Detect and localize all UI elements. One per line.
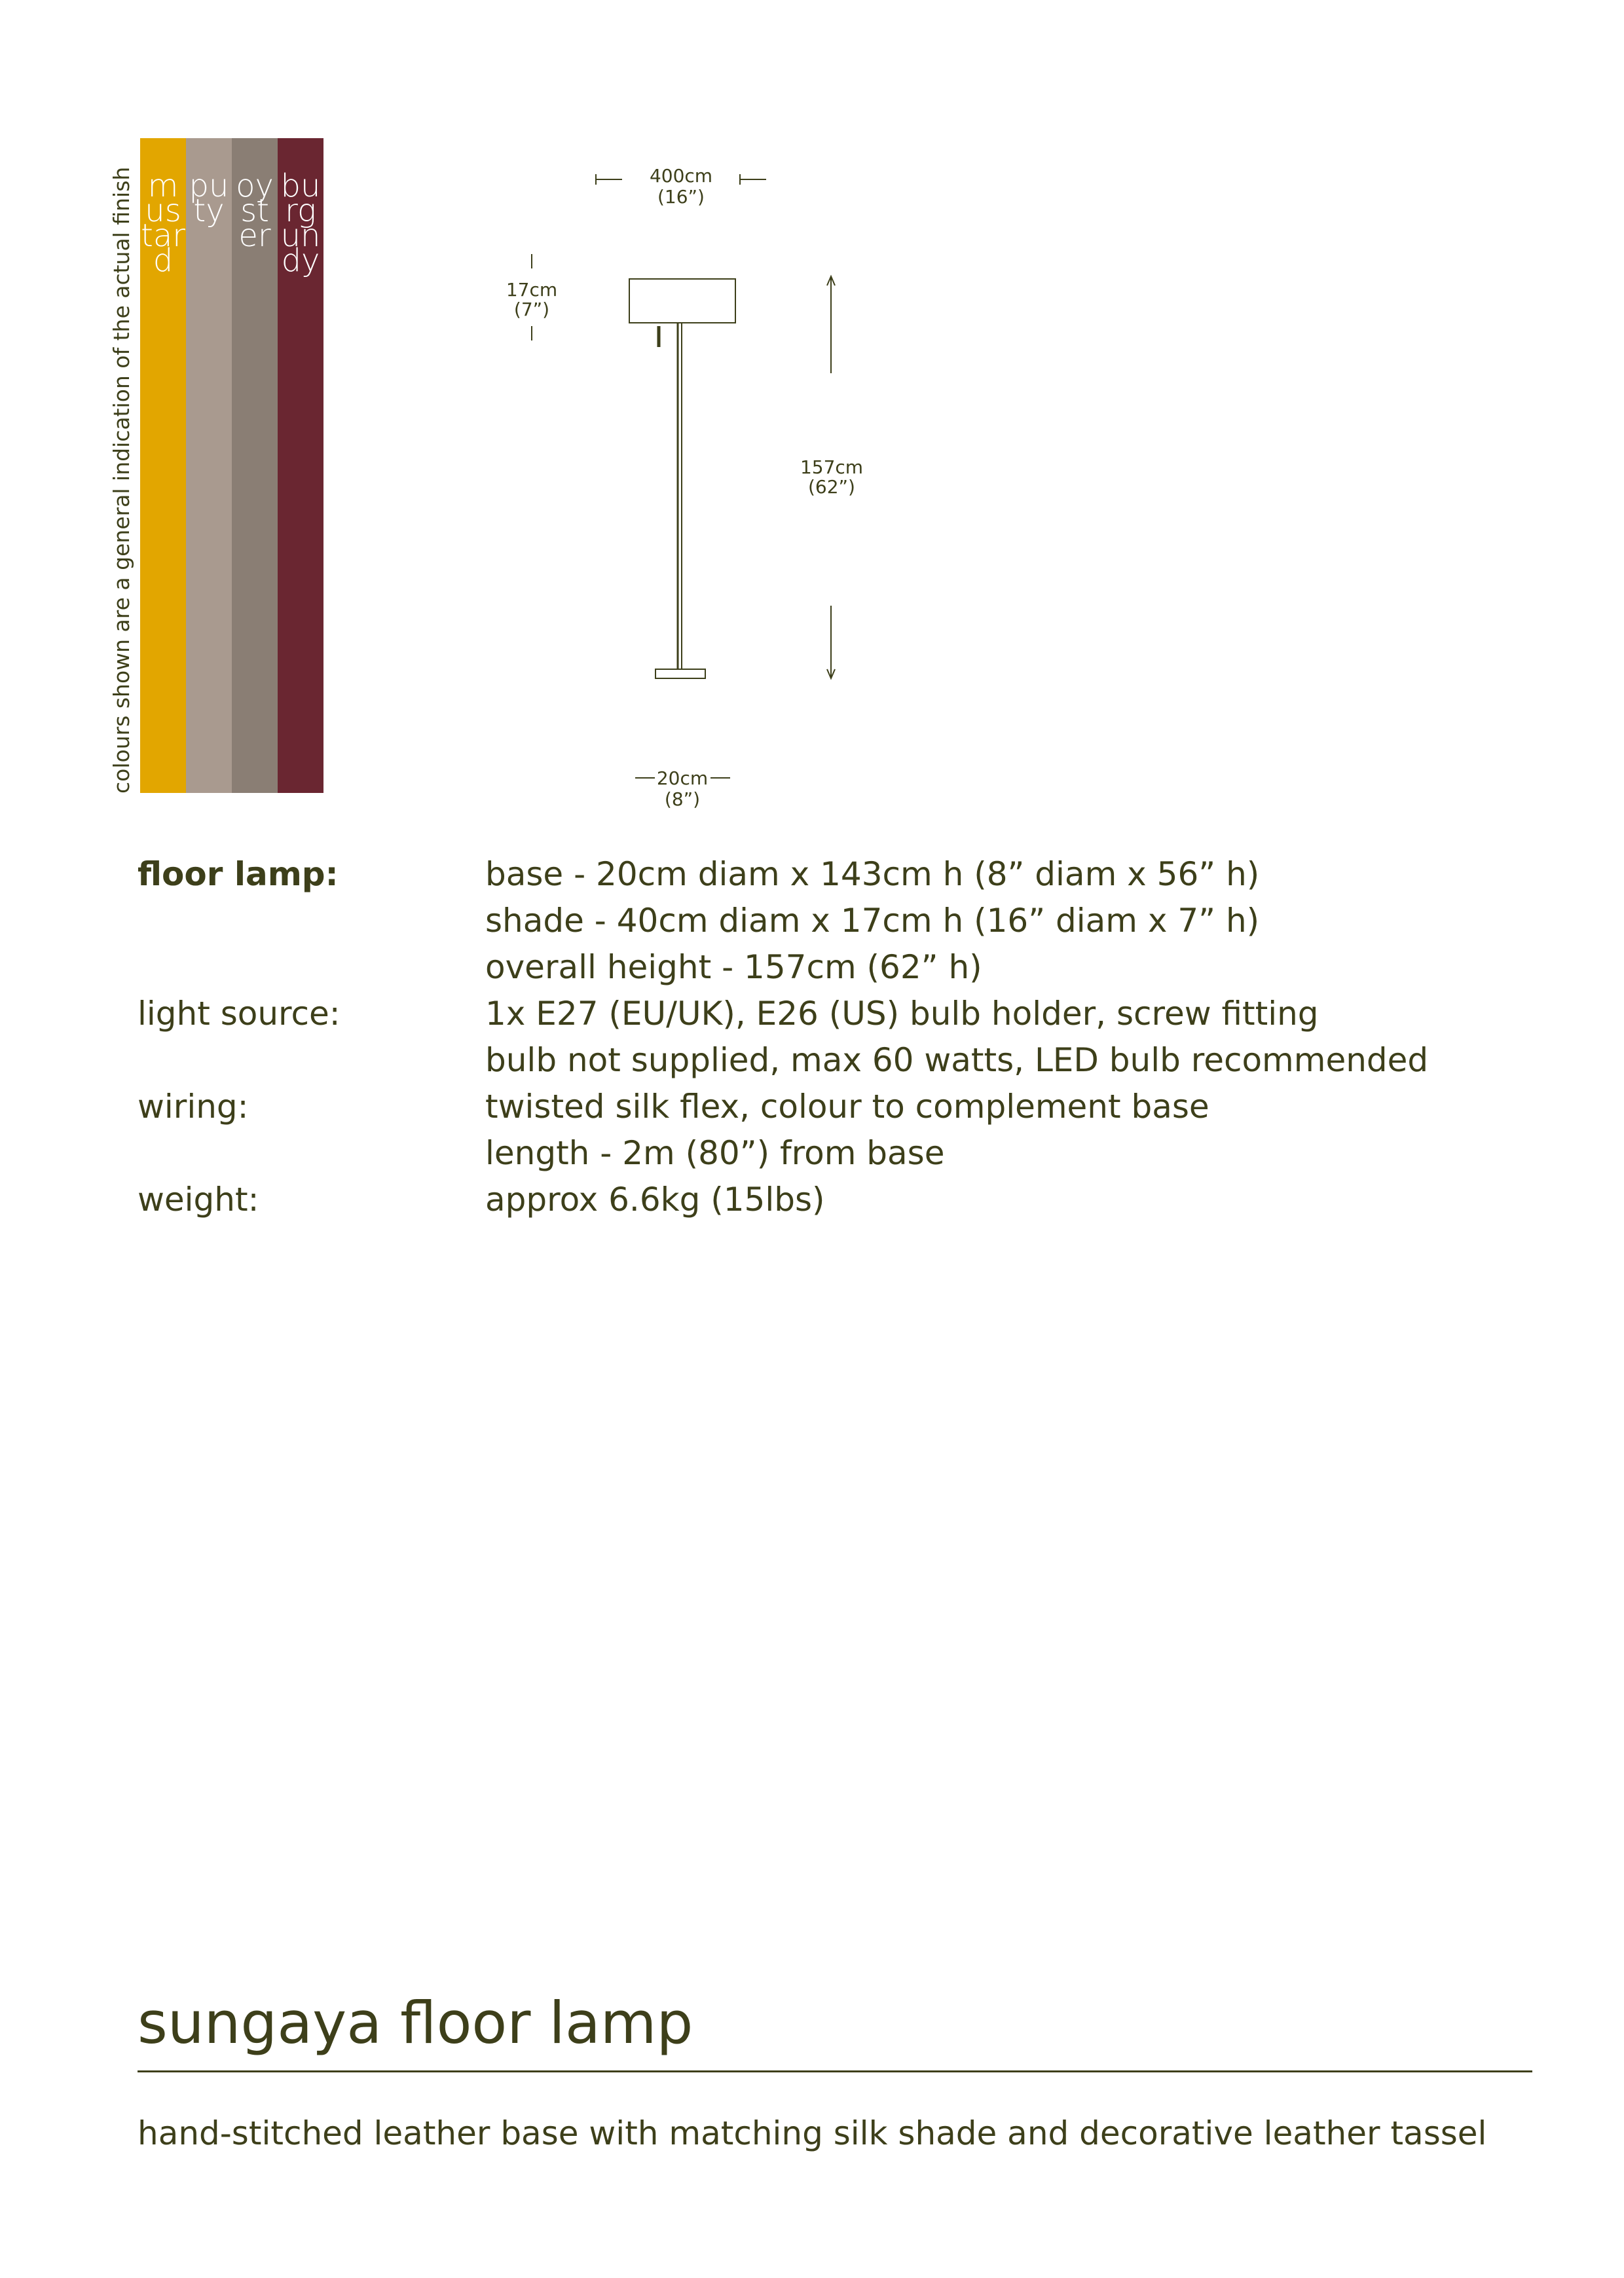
spec-table bbox=[138, 851, 1545, 1223]
spec-value: overall height - 157cm (62” h) bbox=[485, 948, 982, 986]
colour-swatches bbox=[140, 138, 323, 793]
title-divider bbox=[138, 2070, 1532, 2072]
lamp-dimension-drawing bbox=[445, 151, 969, 845]
spec-row bbox=[138, 1084, 1545, 1130]
product-description: hand-stitched leather base with matching silk shade and decorative leather tassel bbox=[138, 2114, 1487, 2152]
shade-width-in: (16”) bbox=[657, 186, 705, 208]
swatch-puty bbox=[186, 138, 232, 793]
lamp-base bbox=[655, 669, 705, 678]
lamp-shade bbox=[629, 279, 735, 323]
swatch-label: mustard bbox=[141, 168, 185, 279]
shade-height-in: (7”) bbox=[513, 299, 550, 320]
spec-row bbox=[138, 898, 1545, 944]
overall-height-in: (62”) bbox=[808, 476, 855, 498]
swatch-mustard bbox=[140, 138, 186, 793]
swatch-oyster bbox=[232, 138, 278, 793]
spec-row bbox=[138, 1177, 1545, 1223]
spec-label: weight: bbox=[138, 1181, 259, 1219]
spec-row bbox=[138, 851, 1545, 898]
spec-value: bulb not supplied, max 60 watts, LED bulb recommended bbox=[485, 1041, 1429, 1079]
spec-row bbox=[138, 944, 1545, 991]
spec-label: wiring: bbox=[138, 1088, 249, 1126]
overall-height-cm: 157cm bbox=[800, 456, 864, 478]
product-title: sungaya floor lamp bbox=[138, 1989, 693, 2057]
swatch-label: puty bbox=[189, 168, 229, 229]
base-width-in: (8”) bbox=[664, 788, 701, 810]
swatch-label: oyster bbox=[236, 168, 274, 254]
spec-row bbox=[138, 1130, 1545, 1177]
finish-note: colours shown are a general indication of the actual finish bbox=[109, 166, 134, 794]
spec-row bbox=[138, 991, 1545, 1037]
spec-value: twisted silk flex, colour to complement base bbox=[485, 1088, 1209, 1126]
spec-row bbox=[138, 1037, 1545, 1084]
base-width-cm: 20cm bbox=[656, 767, 709, 789]
spec-label: floor lamp: bbox=[138, 855, 339, 893]
spec-value: approx 6.6kg (15lbs) bbox=[485, 1181, 825, 1219]
spec-value: shade - 40cm diam x 17cm h (16” diam x 7” h) bbox=[485, 902, 1260, 940]
shade-height-cm: 17cm bbox=[506, 279, 558, 301]
spec-value: length - 2m (80”) from base bbox=[485, 1134, 945, 1172]
swatch-burgundy bbox=[278, 138, 323, 793]
spec-value: base - 20cm diam x 143cm h (8” diam x 56” h) bbox=[485, 855, 1260, 893]
spec-label: light source: bbox=[138, 995, 341, 1033]
spec-value: 1x E27 (EU/UK), E26 (US) bulb holder, screw fitting bbox=[485, 995, 1319, 1033]
shade-width-cm: 400cm bbox=[649, 165, 713, 187]
swatch-label: burgundy bbox=[280, 168, 321, 279]
